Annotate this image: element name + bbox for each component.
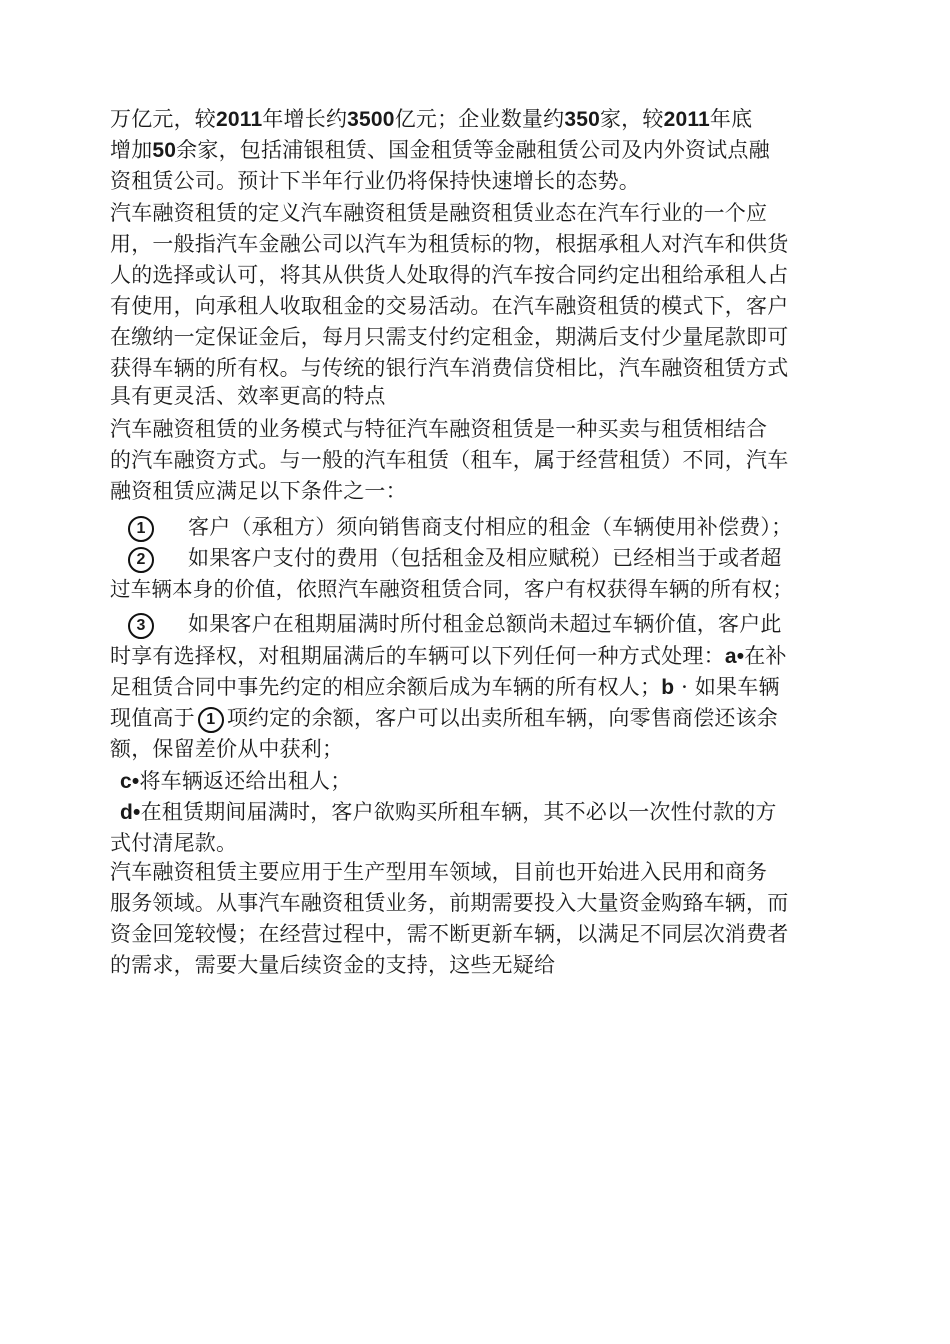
text-line: 汽车融资租赁的定义汽车融资租赁是融资租赁业态在汽车行业的一个应 — [110, 201, 768, 225]
text-line — [110, 135, 770, 165]
text-line: 融资租赁应满足以下条件之一： — [110, 479, 407, 503]
text-segment: 年底 — [709, 107, 753, 131]
list-label: c• — [120, 770, 140, 793]
text-line: 服务领域。从事汽车融资租赁业务，前期需要投入大量资金购臵车辆，而 — [110, 891, 789, 915]
text-line: 资租赁公司。预计下半年行业仍将保持快速增长的态势。 — [110, 169, 640, 193]
text-segment: 如果客户支付的费用（包括租金及相应赋税）已经相当于或者超 — [188, 546, 782, 570]
text-segment: 客户（承租方）须向销售商支付相应的租金（车辆使用补偿费）； — [188, 515, 793, 539]
text-line: 式付清尾款。 — [110, 831, 238, 855]
text-line: 资金回笼较慢；在经营过程中，需不断更新车辆，以满足不同层次消费者 — [110, 922, 789, 946]
number: 2011 — [216, 108, 263, 131]
text-line: 的需求，需要大量后续资金的支持，这些无疑给 — [110, 953, 556, 977]
text-segment: 足租赁合同中事先约定的相应余额后成为车辆的所有权人； — [110, 675, 662, 699]
text-segment: 家，较 — [599, 107, 664, 131]
list-label: d• — [120, 801, 141, 824]
circled-number-3: 3 — [128, 613, 154, 639]
number: 350 — [564, 108, 600, 131]
list-label: a• — [724, 645, 745, 668]
text-segment: 时享有选择权，对租期届满后的车辆可以下列任何一种方式处理： — [110, 644, 725, 668]
list-label: b — [661, 676, 675, 699]
text-segment: 现值高于 — [110, 706, 195, 730]
text-line: 汽车融资租赁主要应用于生产型用车领域，目前也开始进入民用和商务 — [110, 860, 768, 884]
text-line: 额，保留差价从中获利； — [110, 737, 344, 761]
text-line: 汽车融资租赁的业务模式与特征汽车融资租赁是一种买卖与租赁相结合 — [110, 417, 768, 441]
text-segment: 将车辆返还给出租人； — [139, 769, 352, 793]
text-segment: 万亿元，较 — [110, 107, 216, 131]
text-line — [110, 104, 752, 134]
text-segment: 增加 — [110, 138, 153, 162]
text-line — [110, 672, 780, 702]
text-segment: 余家，包括浦银租赁、国金租赁等金融租赁公司及内外资试点融 — [176, 138, 770, 162]
text-segment: 如果客户在租期届满时所付租金总额尚未超过车辆价值，客户此 — [188, 612, 782, 636]
number: 2011 — [663, 108, 710, 131]
text-line: 人的选择或认可，将其从供货人处取得的汽车按合同约定出租给承租人占 — [110, 263, 789, 287]
text-segment: · 如果车辆 — [674, 675, 780, 699]
text-line — [110, 641, 787, 671]
text-segment: 在补 — [744, 644, 787, 668]
text-line: 的汽车融资方式。与一般的汽车租赁（租车，属于经营租赁）不同，汽车 — [110, 448, 789, 472]
text-line: 过车辆本身的价值，依照汽车融资租赁合同，客户有权获得车辆的所有权； — [110, 577, 794, 601]
circled-number-1: 1 — [198, 707, 224, 733]
text-line: 在缴纳一定保证金后，每月只需支付约定租金，期满后支付少量尾款即可 — [110, 325, 789, 349]
option-d — [120, 797, 777, 827]
number: 3500 — [347, 108, 395, 131]
text-segment: 在租赁期间届满时，客户欲购买所租车辆，其不必以一次性付款的方 — [140, 800, 777, 824]
text-line: 用，一般指汽车金融公司以汽车为租赁标的物，根据承租人对汽车和供货 — [110, 232, 789, 256]
circled-number-2: 2 — [128, 547, 154, 573]
text-segment: 亿元；企业数量约 — [394, 107, 565, 131]
text-line: 获得车辆的所有权。与传统的银行汽车消费信贷相比，汽车融资租赁方式 — [110, 356, 789, 380]
text-line: 有使用，向承租人收取租金的交易活动。在汽车融资租赁的模式下，客户 — [110, 294, 789, 318]
condition-3 — [128, 609, 782, 639]
condition-1 — [128, 512, 792, 542]
number: 50 — [152, 139, 177, 162]
text-line: 具有更灵活、效率更高的特点 — [110, 384, 386, 408]
text-segment: 项约定的余额，客户可以出卖所租车辆，向零售商偿还该余 — [226, 706, 779, 730]
text-line — [110, 703, 778, 733]
condition-2 — [128, 543, 782, 573]
circled-number-1: 1 — [128, 516, 154, 542]
text-segment: 年增长约 — [262, 107, 348, 131]
option-c — [120, 766, 351, 796]
